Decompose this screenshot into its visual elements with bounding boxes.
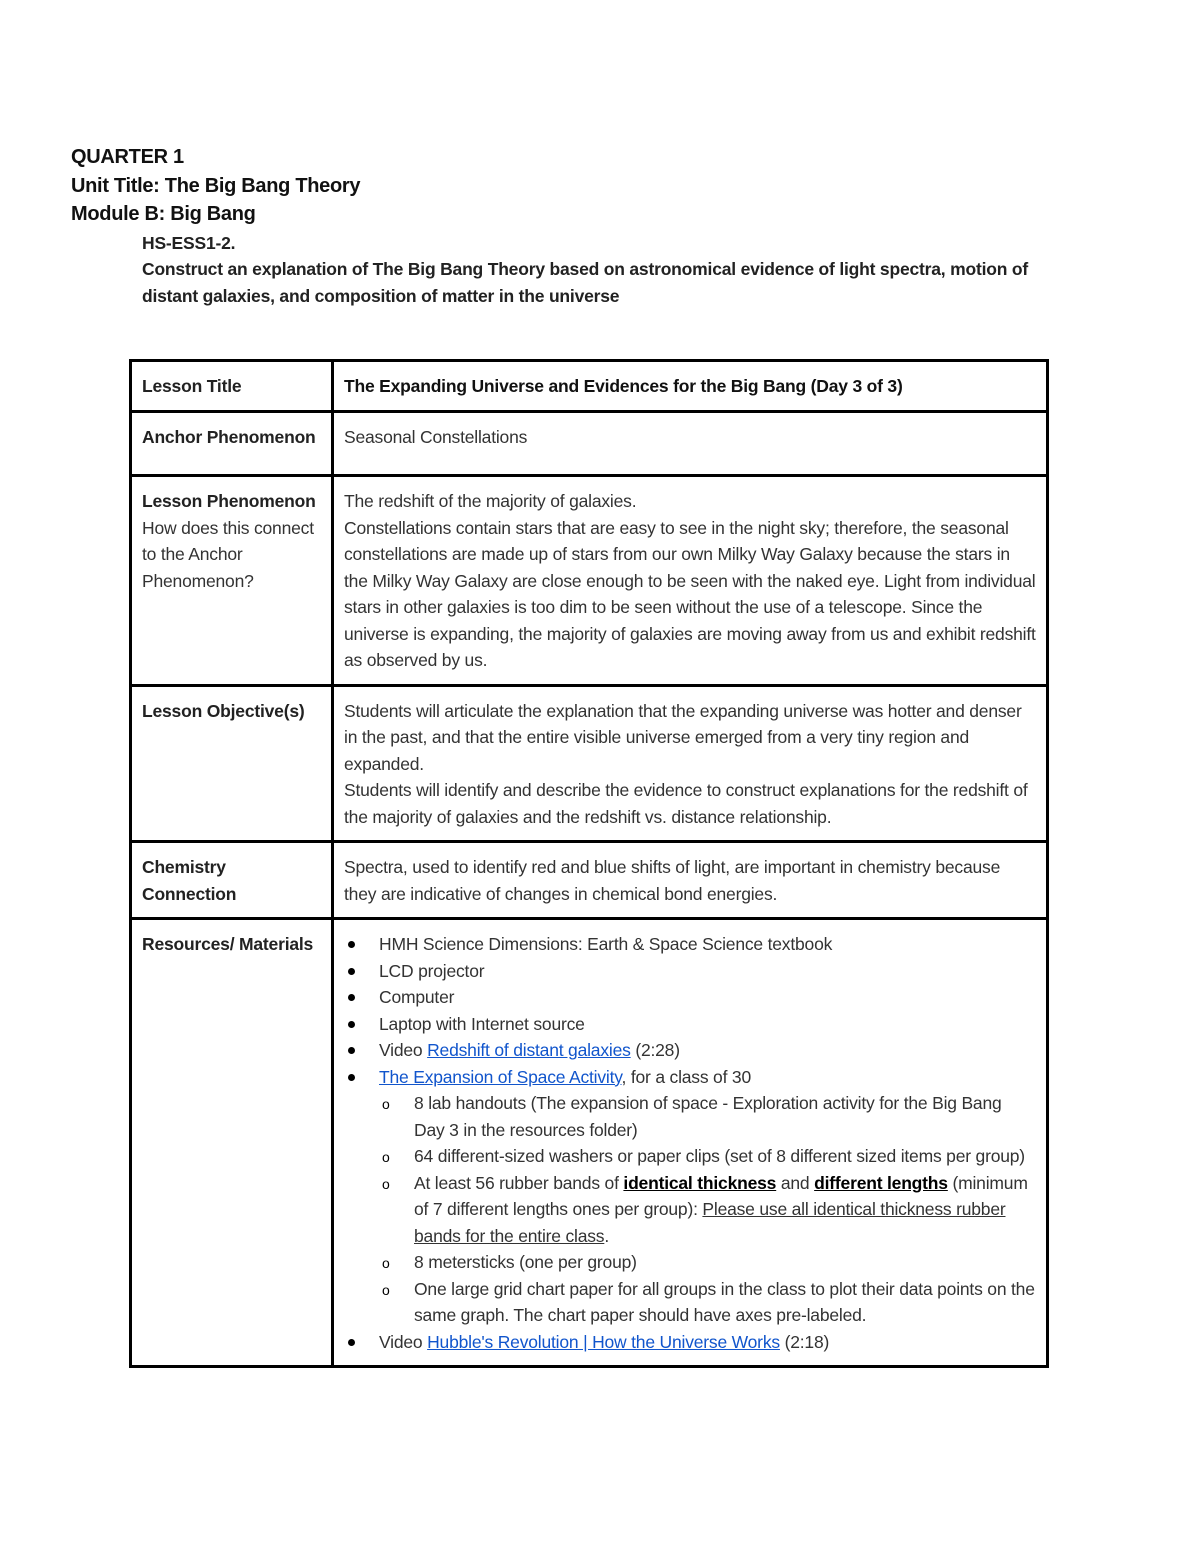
row-chemistry-connection	[131, 842, 1048, 919]
list-item: o 8 lab handouts (The expansion of space - Exploration activity for the Big Bang Day 3 in the resources folder)	[379, 1090, 1036, 1143]
expansion-activity-link[interactable]: The Expansion of Space Activity	[379, 1066, 622, 1087]
lesson-objectives-value	[333, 685, 1048, 842]
video-prefix: Video	[379, 1040, 428, 1060]
chemistry-connection-label: Chemistry Connection	[131, 842, 333, 919]
phenomenon-line-1: The redshift of the majority of galaxies.	[344, 491, 637, 511]
lesson-phenomenon-cell	[131, 476, 333, 686]
identical-thickness-emphasis: identical thickness	[623, 1172, 777, 1193]
list-item: o 8 metersticks (one per group)	[379, 1249, 1036, 1276]
hubble-video-link[interactable]: Hubble's Revolution | How the Universe Works	[427, 1331, 780, 1352]
lesson-objectives-label: Lesson Objective(s)	[131, 685, 333, 842]
rubber-band-and: and	[776, 1172, 815, 1193]
standard-description: Construct an explanation of The Big Bang Theory based on astronomical evidence of light spectra, motion of distant galaxies, and composition of matter in the universe	[142, 259, 1028, 306]
identical-thickness-note: Please use all identical thickness rubber bands for the entire class	[414, 1199, 1006, 1246]
row-lesson-objectives	[131, 685, 1048, 842]
activity-note: , for a class of 30	[621, 1066, 751, 1087]
objective-line-2: Students will identify and describe the evidence to construct explanations for the redshift of the majority of galaxies and the redshift vs. distance relationship.	[344, 780, 1028, 827]
rubber-band-period: .	[604, 1225, 609, 1246]
list-item	[344, 1037, 1036, 1064]
lesson-title-value: The Expanding Universe and Evidences for the Big Bang (Day 3 of 3)	[333, 361, 1048, 412]
phenomenon-line-2: Constellations contain stars that are easy to see in the night sky; therefore, the seasonal constellations are made up of stars from our own Milky Way Galaxy because the stars in the Milky Way Galaxy are close enough to be seen with the naked eye. Light from individual stars in other galaxies is too dim to be seen without the use of a telescope. Since the universe is expanding, the majority of galaxies are moving away from us and exhibit redshift as observed by us.	[344, 517, 1036, 670]
rubber-band-minimum: (minimum of 7 different lengths ones per group):	[414, 1172, 1028, 1219]
row-resources	[131, 919, 1048, 1367]
list-item	[379, 1170, 1036, 1250]
list-item: o One large grid chart paper for all groups in the class to plot their data points on the same graph. The chart paper should have axes pre-labeled.	[379, 1276, 1036, 1329]
module-title: Module B: Big Bang	[71, 203, 256, 225]
chemistry-connection-value: Spectra, used to identify red and blue shifts of light, are important in chemistry because they are indicative of changes in chemical bond energies.	[333, 842, 1048, 919]
list-item: Laptop with Internet source	[344, 1011, 1036, 1038]
list-item	[344, 1064, 1036, 1329]
document-header	[71, 143, 1071, 309]
quarter-heading: QUARTER 1	[71, 146, 184, 168]
video-duration: (2:18)	[779, 1331, 830, 1352]
resources-label: Resources/ Materials	[131, 919, 333, 1367]
row-lesson-phenomenon	[131, 476, 1048, 686]
row-anchor-phenomenon	[131, 411, 1048, 476]
list-item: o 64 different-sized washers or paper clips (set of 8 different sized items per group)	[379, 1143, 1036, 1170]
objective-line-1: Students will articulate the explanation that the expanding universe was hotter and denser in the past, and that the entire visible universe emerged from a very tiny region and expanded.	[344, 700, 1022, 774]
unit-title: Unit Title: The Big Bang Theory	[71, 174, 361, 197]
different-lengths-emphasis: different lengths	[814, 1172, 948, 1193]
list-item: LCD projector	[344, 958, 1036, 985]
list-item: HMH Science Dimensions: Earth & Space Science textbook	[344, 931, 1036, 958]
redshift-video-link[interactable]: Redshift of distant galaxies	[427, 1040, 631, 1060]
standard-code: HS-ESS1-2.	[142, 232, 236, 253]
lesson-phenomenon-label: Lesson Phenomenon	[142, 491, 316, 511]
list-item: Computer	[344, 984, 1036, 1011]
lesson-phenomenon-question: How does this connect to the Anchor Phenomenon?	[142, 517, 314, 591]
video-duration: (2:28)	[630, 1040, 680, 1060]
resources-value	[333, 919, 1048, 1367]
resources-list	[344, 931, 1036, 1355]
lesson-plan-table	[129, 359, 1049, 1368]
anchor-phenomenon-value: Seasonal Constellations	[333, 411, 1048, 476]
anchor-phenomenon-label: Anchor Phenomenon	[131, 411, 333, 476]
activity-materials-list	[379, 1090, 1036, 1329]
lesson-phenomenon-value	[333, 476, 1048, 686]
rubber-band-text: At least 56 rubber bands of	[414, 1172, 624, 1193]
video-prefix: Video	[379, 1331, 428, 1352]
list-item	[344, 1329, 1036, 1356]
lesson-title-label: Lesson Title	[131, 361, 333, 412]
row-lesson-title	[131, 361, 1048, 412]
